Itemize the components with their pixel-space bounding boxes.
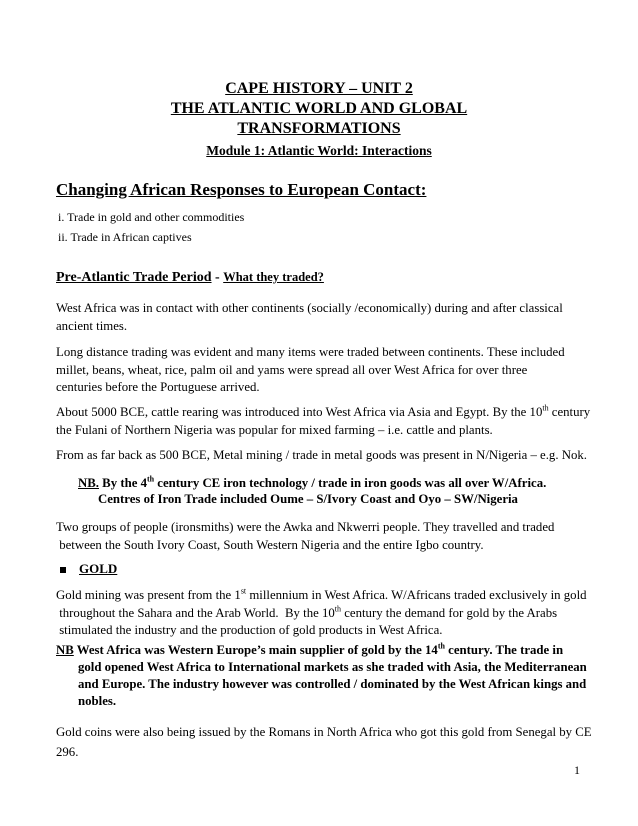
paragraph-7-line-1: Gold coins were also being issued by the Romans in North Africa who got this gold from Senegal by CE	[56, 725, 592, 739]
pre-atlantic-heading-text: Pre-Atlantic Trade Period	[56, 270, 212, 285]
paragraph-2	[56, 344, 565, 397]
document-title-line-1: CAPE HISTORY – UNIT 2	[225, 80, 413, 97]
p6-text-a: Gold mining was present from the 1	[56, 588, 241, 602]
p3-text-b: century	[548, 405, 591, 419]
p6-text-c: throughout the Sahara and the Arab World. By the 10	[56, 605, 335, 620]
paragraph-5-line-1: Two groups of people (ironsmiths) were the Awka and Nkwerri people. They travelled and traded	[56, 520, 555, 534]
page-number: 1	[574, 763, 580, 777]
paragraph-6-line-3: stimulated the industry and the production of gold products in West Africa.	[56, 623, 443, 637]
paragraph-1-line-2: ancient times.	[56, 318, 128, 333]
heading-separator: -	[211, 270, 224, 285]
paragraph-2-line-1: Long distance trading was evident and many items were traded between continents. These included	[56, 345, 565, 359]
pre-atlantic-heading	[56, 270, 324, 286]
bullet-square-icon	[60, 567, 66, 573]
nb-iron-line-1	[78, 475, 546, 493]
pre-atlantic-subheading: What they traded?	[223, 270, 324, 284]
paragraph-5	[56, 519, 554, 554]
document-title-line-2: THE ATLANTIC WORLD AND GLOBAL	[170, 100, 468, 117]
nb-gold-text-a: West Africa was Western Europe’s main supplier of gold by the 14	[73, 643, 438, 657]
nb-iron-label: NB.	[78, 476, 99, 490]
nb-iron-text-a: By the 4	[98, 476, 147, 490]
paragraph-5-line-2: between the South Ivory Coast, South Western Nigeria and the entire Igbo country.	[56, 537, 484, 552]
nb-gold-text-b: century. The trade in	[444, 643, 564, 657]
section-item-1: i. Trade in gold and other commodities	[58, 210, 245, 224]
p6-text-b: millennium in West Africa. W/Africans traded exclusively in gold	[246, 588, 587, 602]
paragraph-4: From as far back as 500 BCE, Metal mining / trade in metal goods was present in N/Nigeria – e.g. Nok.	[56, 448, 587, 462]
paragraph-7-line-2: 296.	[56, 745, 79, 759]
paragraph-6-line-1	[56, 587, 587, 605]
p6-text-d: century the demand for gold by the Arabs	[341, 605, 558, 620]
nb-gold-line-2: gold opened West Africa to International markets as she traded with Asia, the Mediterranean	[78, 660, 587, 674]
section-item-2: ii. Trade in African captives	[58, 230, 192, 244]
paragraph-3-line-1	[56, 404, 590, 422]
gold-heading: GOLD	[79, 561, 118, 576]
nb-iron-line-2: Centres of Iron Trade included Oume – S/Ivory Coast and Oyo – SW/Nigeria	[98, 492, 518, 506]
section-heading: Changing African Responses to European Contact:	[56, 180, 427, 199]
module-title: Module 1: Atlantic World: Interactions	[206, 143, 432, 158]
paragraph-3	[56, 404, 590, 439]
p3-text-a: About 5000 BCE, cattle rearing was introduced into West Africa via Asia and Egypt. By the 10	[56, 405, 543, 419]
nb-gold-superscript: th	[437, 641, 445, 651]
p6-superscript-1: st	[240, 586, 247, 596]
nb-gold-line-3: and Europe. The industry however was controlled / dominated by the West African kings and	[78, 677, 587, 691]
paragraph-7	[56, 722, 592, 762]
nb-gold-line-4: nobles.	[78, 694, 117, 708]
paragraph-2-line-2: millet, beans, wheat, rice, palm oil and yams were spread all over West Africa for over three	[56, 362, 528, 377]
document-title-line-3: TRANSFORMATIONS	[237, 120, 401, 137]
paragraph-6	[56, 587, 587, 640]
paragraph-1-line-1: West Africa was in contact with other continents (socially /economically) during and after classical	[56, 301, 563, 315]
nb-gold-label: NB	[56, 643, 74, 657]
paragraph-2-line-3: centuries before the Portuguese arrived.	[56, 380, 260, 394]
paragraph-1	[56, 300, 563, 335]
paragraph-3-line-2: the Fulani of Northern Nigeria was popular for mixed farming – i.e. cattle and plants.	[56, 422, 493, 437]
nb-iron-text-b: century CE iron technology / trade in iron goods was all over W/Africa.	[154, 476, 547, 490]
paragraph-6-line-2	[56, 605, 587, 623]
p3-superscript: th	[542, 403, 549, 413]
nb-iron-superscript: th	[146, 474, 155, 484]
nb-gold-line-1	[56, 642, 563, 660]
p6-superscript-2: th	[334, 604, 342, 614]
